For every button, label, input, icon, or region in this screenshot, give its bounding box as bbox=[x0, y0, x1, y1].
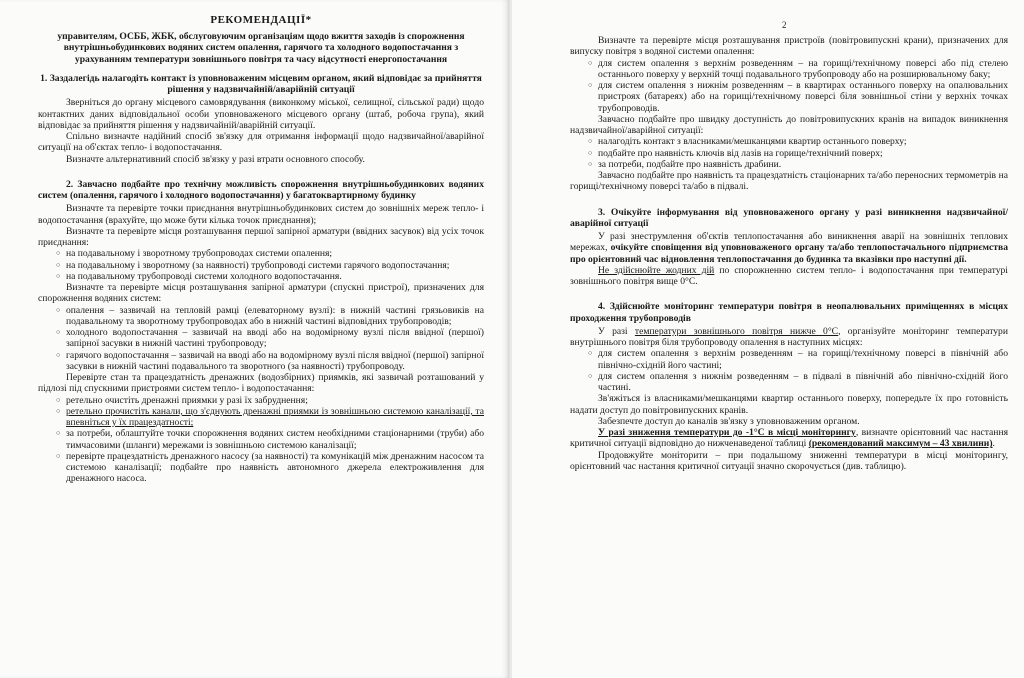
list-item: ○ перевірте працездатність дренажного насосу (за наявності) та комунікацій між дренажним насосом та системою каналізації; подбайте про наявність автономного джерела електроживлення для дренажного насоса. bbox=[38, 451, 484, 485]
list-item: ○ для систем опалення з верхнім розведенням – на горищі/технічному поверсі в північній або північно-східній його частині; bbox=[570, 348, 1008, 371]
text-run-bold-underlined: У разі зниження температури до -1°С в місці моніторингу bbox=[598, 427, 856, 438]
text-run-bold: очікуйте сповіщення від уповноваженого органу та/або теплопостачального підприємства про орієнтовний час відновлення теплопостачання до будинка та вказівки про наступні дії. bbox=[570, 242, 1008, 265]
paragraph: Перевірте стан та працездатність дренажних (водозбірних) приямків, які зазвичай розташований у підлозі під спускними пристроями систем тепло- і водопостачання: bbox=[38, 372, 484, 395]
paragraph: Визначте та перевірте місця розташування пристроїв (повітровипускні крани), призначених для випуску повітря з водяної системи опалення: bbox=[570, 35, 1008, 58]
section-3-heading: 3. Очікуйте інформування від уповноваженого органу у разі виникнення надзвичайної/аварійної ситуації bbox=[570, 206, 1008, 229]
page-left bbox=[0, 0, 510, 678]
text-run: У разі bbox=[598, 325, 635, 337]
list-item: ○ опалення – зазвичай на тепловій рамці (елеваторному вузлі): в нижній частині грязьовиків на подавальному та зворотному трубопроводах або в нижній частині відповідних трубопроводів; bbox=[38, 305, 484, 328]
page-right bbox=[512, 0, 1024, 678]
right-column bbox=[570, 35, 1008, 472]
text-run: У разі знеструмлення об'єктів теплопостачання або виникнення аварії на зовнішніх теплових мережах, bbox=[570, 231, 1008, 254]
list-item: ○ для систем опалення з нижнім розведенням – в квартирах останнього поверху на опалювальних пристроях (батареях) або на горищі/технічному поверсі біля зовнішньої стіни у верхніх точках трубопроводів. bbox=[570, 80, 1008, 114]
document-subtitle: управителям, ОСББ, ЖБК, обслуговуючим організаціям щодо вжиття заходів із спорожнення внутрішньобудинкових водяних систем опалення, гарячого та холодного водопостачання з урахуванням температури зовнішнього повітря та часу відсутності енергопостачання bbox=[57, 31, 465, 65]
list-item: ○ на подавальному і зворотному (за наявності) трубопроводі системи гарячого водопостачання; bbox=[38, 260, 484, 271]
paragraph bbox=[570, 326, 1008, 349]
paragraph: Визначте та перевірте точки приєднання внутрішньобудинкових систем до зовнішніх мереж тепло- і водопостачання (врахуйте, що може бути кілька точок приєднання); bbox=[38, 203, 484, 226]
page-number: 2 bbox=[782, 20, 787, 30]
text-run-underlined: Не здійснюйте жодних дій bbox=[598, 264, 715, 276]
text-run-underlined: температури зовнішнього повітря нижче 0°С bbox=[634, 325, 839, 337]
list-item: ○ для систем опалення з нижнім розведенням – в підвалі в північній або північно-східній його частині. bbox=[570, 371, 1008, 394]
list-item: ○ на подавальному трубопроводі системи холодного водопостачання. bbox=[38, 271, 484, 282]
section-4-heading: 4. Здійснюйте моніторинг температури повітря в неопалювальних приміщеннях в місцях проходження трубопроводів bbox=[570, 301, 1008, 324]
document-title: РЕКОМЕНДАЦІЇ* bbox=[210, 14, 312, 26]
list-item: ○ за потреби, облаштуйте точки спорожнення водяних систем необхідними стаціонарними (труби) або тимчасовими (шланги) мережами із зовнішньою системою каналізації; bbox=[38, 428, 484, 451]
paragraph: Забезпечте доступ до каналів зв'язку з уповноваженим органом. bbox=[598, 415, 860, 427]
left-column bbox=[38, 14, 484, 485]
list-item: ○ за потреби, подбайте про наявність драбини. bbox=[570, 159, 1008, 170]
paragraph bbox=[570, 427, 1008, 450]
paragraph: Спільно визначте надійний спосіб зв'язку для отримання інформації щодо надзвичайної/аварійної ситуації на об'єктах тепло- і водопостачання. bbox=[38, 131, 484, 154]
list-item: ○ ретельно очистіть дренажні приямки у разі їх забруднення; bbox=[38, 395, 484, 406]
paragraph: Завчасно подбайте про швидку доступність до повітровипускних кранів на випадок виникнення надзвичайної/аварійної ситуації: bbox=[570, 113, 1008, 136]
text-run: , організуйте моніторинг температури внутрішнього повітря біля трубопроводу опалення в наступних місцях: bbox=[570, 325, 1008, 348]
paragraph: Продовжуйте моніторити – при подальшому зниженні температури в місці моніторингу, орієнтовний час настання критичної ситуації значно скорочується (див. таблицю). bbox=[570, 449, 1008, 472]
list-item: ○ налагодіть контакт з власниками/мешканцями квартир останнього поверху; bbox=[570, 136, 1008, 147]
section-2-heading: 2. Завчасно подбайте про технічну можливість спорожнення внутрішньобудинкових водяних систем (опалення, гарячого і холодного водопостачання) у багатоквартирному будинку bbox=[38, 178, 484, 201]
paragraph: Завчасно подбайте про наявність та працездатність стаціонарних та/або переносних термометрів на горищі/технічному поверсі та/або в підвалі. bbox=[570, 170, 1008, 193]
list-item: ○ для систем опалення з верхнім розведенням – на горищі/технічному поверсі або під стелею останнього поверху у верхній точці подавального трубопроводу або на розширювальному баку; bbox=[570, 58, 1008, 81]
text-run: , визначте орієнтовний час настання критичної ситуації відповідно до нижченаведеної таблиці bbox=[570, 427, 1008, 450]
list-item: ○ ретельно прочистіть канали, що з'єднують дренажні приямки із зовнішньою системою каналізації, та впевніться у їх працездатності; bbox=[38, 406, 484, 429]
list-item: ○ холодного водопостачання – зазвичай на вводі або на водомірному вузлі після ввідної (першої) запірної засувки в нижній частині трубопроводу; bbox=[38, 327, 484, 350]
paragraph: Зверніться до органу місцевого самоврядування (виконкому міської, селищної, сільської ради) щодо контактних даних відповідальної особи уповноваженого місцевого органу (штаб, робоча група), який відповідає за прийняття рішення у надзвичайній/аварійній ситуації. bbox=[38, 97, 484, 131]
section-1-heading: 1. Заздалегідь налагодіть контакт із уповноваженим місцевим органом, який відповідає за прийняття рішення у надзвичайній/аварійній ситуації bbox=[40, 72, 482, 95]
text-run-bold-underlined: (рекомендований максимум – 43 хвилини) bbox=[808, 438, 993, 450]
list-item: ○ на подавальному і зворотному трубопроводах системи опалення; bbox=[38, 248, 484, 259]
text-run: по спорожненню систем тепло- і водопостачання при температурі зовнішнього повітря вище 0°С. bbox=[570, 264, 1008, 287]
paragraph: Визначте та перевірте місця розташування запірної арматури (спускні пристрої), призначених для спорожнення водяних систем: bbox=[38, 282, 484, 305]
text-run: . bbox=[992, 438, 995, 450]
paragraph: Зв'яжіться із власниками/мешканцями квартир останнього поверху, попередьте їх про готовність надати доступ до повітровипускних кранів. bbox=[570, 393, 1008, 416]
list-item: ○ гарячого водопостачання – зазвичай на вводі або на водомірному вузлі після ввідної (першої) запірної засувки в нижній частині подавального та зворотного (за наявності) трубопроводу. bbox=[38, 350, 484, 373]
paragraph: Визначте альтернативний спосіб зв'язку у разі втрати основного способу. bbox=[66, 153, 365, 165]
paragraph bbox=[570, 265, 1008, 288]
list-item: ○ подбайте про наявність ключів від лазів на горище/технічний поверх; bbox=[570, 148, 1008, 159]
paragraph: Визначте та перевірте місця розташування першої запірної арматури (ввідних засувок) від усіх точок приєднання: bbox=[38, 225, 484, 248]
paragraph bbox=[570, 231, 1008, 265]
